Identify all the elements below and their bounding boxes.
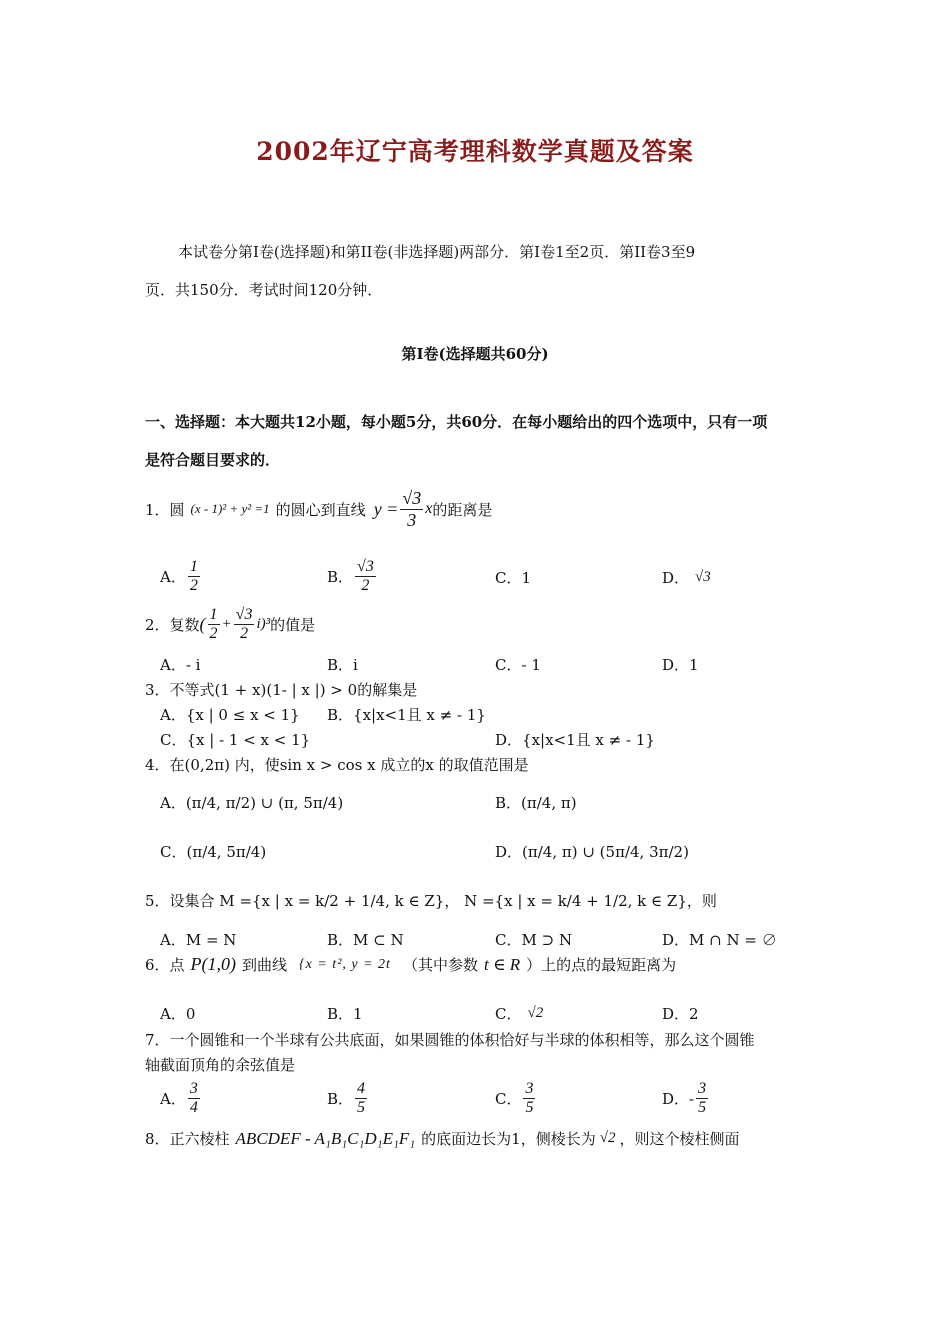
q1-frac-den: 3 — [407, 509, 417, 530]
q6-param: t ∈ R — [483, 954, 521, 974]
q1-option-a-label: A． — [160, 568, 186, 587]
q2-fraction-2 — [234, 606, 255, 644]
question-6 — [145, 954, 676, 975]
q2-f2-den: 2 — [240, 625, 249, 643]
q1-line-fraction — [400, 488, 423, 530]
q6-text-b: 到曲线 — [242, 956, 288, 974]
q6-option-a: A．0 — [160, 1005, 196, 1023]
q4-option-d: D．(π/4, π) ∪ (5π/4, 3π/2) — [495, 843, 689, 861]
q7-b-num: 4 — [355, 1080, 367, 1099]
q1-option-b — [327, 558, 378, 596]
q1-option-d-label: D． — [662, 569, 690, 587]
q3-option-a: A．{x | 0 ≤ x < 1} — [160, 706, 300, 724]
q1-text-mid: 的圆心到直线 — [275, 500, 366, 519]
q7-option-c — [495, 1080, 537, 1118]
q8-edge-length: √2 — [599, 1130, 616, 1146]
q6-point: P(1,0) — [190, 954, 237, 974]
intro-line-2: 页．共150分．考试时间120分钟． — [145, 281, 383, 299]
q1-a-den: 2 — [189, 577, 198, 595]
q1-circle-equation: (x - 1)² + y² =1 — [190, 501, 270, 517]
q2-option-a: A．- i — [160, 656, 201, 674]
q4-option-a: A．(π/4, π/2) ∪ (π, 5π/4) — [160, 794, 344, 812]
q2-number: 2．复数 — [145, 616, 200, 635]
q1-a-num: 1 — [188, 558, 200, 577]
q1-b-num: √3 — [355, 558, 376, 577]
q7-c-den: 5 — [525, 1099, 534, 1117]
q7-option-a-fraction — [188, 1080, 200, 1118]
question-7-line-2: 轴截面顶角的余弦值是 — [145, 1056, 296, 1074]
part-instructions-2: 是符合题目要求的． — [145, 451, 281, 469]
q7-option-d — [662, 1080, 710, 1118]
q3-option-c: C．{x | - 1 < x < 1} — [160, 731, 311, 749]
q1-option-b-label: B． — [327, 568, 354, 587]
q1-option-a-fraction — [188, 558, 200, 596]
q6-text-c: （其中参数 — [402, 956, 478, 974]
q7-d-den: 5 — [698, 1099, 707, 1117]
q8-text-a: 8．正六棱柱 — [145, 1130, 230, 1148]
question-2 — [145, 606, 315, 644]
q7-option-a-label: A． — [160, 1090, 186, 1109]
q6-text-a: 6．点 — [145, 956, 185, 974]
q7-option-c-label: C． — [495, 1090, 522, 1109]
q7-option-b-fraction — [355, 1080, 367, 1118]
q8-prism: ABCDEF - A₁B₁C₁D₁E₁F₁ — [235, 1128, 416, 1148]
part-instructions-1: 一、选择题：本大题共12小题，每小题5分，共60分．在每小题给出的四个选项中，只有一项 — [145, 413, 768, 431]
q2-f1-num: 1 — [208, 606, 220, 625]
q2-plus: + — [221, 616, 232, 633]
q1-option-b-fraction — [355, 558, 376, 596]
q2-fraction-1 — [208, 606, 220, 644]
q6-option-d: D．2 — [662, 1005, 699, 1023]
q7-d-num: 3 — [696, 1080, 708, 1099]
q1-frac-num: √3 — [402, 488, 422, 508]
question-1 — [145, 488, 492, 530]
q7-c-num: 3 — [523, 1080, 535, 1099]
q5-option-a: A．M = N — [160, 931, 237, 949]
q4-option-b: B．(π/4, π) — [495, 794, 577, 812]
q7-option-d-fraction — [696, 1080, 708, 1118]
question-5: 5．设集合 M ={x | x = k/2 + 1/4, k ∈ Z}， N ={x | x = k/4 + 1/2, k ∈ Z}，则 — [145, 892, 717, 910]
q2-close-paren: i)³ — [256, 616, 271, 633]
q2-open-paren: ( — [199, 614, 206, 635]
q3-option-b: B．{x|x<1且 x ≠ - 1} — [327, 706, 486, 724]
q1-option-d — [662, 567, 711, 588]
q1-text-tail: 的距离是 — [432, 500, 493, 519]
q2-option-c: C．- 1 — [495, 656, 541, 674]
q7-a-num: 3 — [188, 1080, 200, 1099]
question-4: 4．在(0,2π) 内，使sin x > cos x 成立的x 的取值范围是 — [145, 756, 529, 774]
question-7-line-1: 7．一个圆锥和一个半球有公共底面，如果圆锥的体积恰好与半球的体积相等，那么这个圆锥 — [145, 1031, 755, 1049]
q5-option-d: D．M ∩ N = ∅ — [662, 931, 777, 949]
q2-f1-den: 2 — [209, 625, 218, 643]
q1-line-lhs: y = — [373, 498, 399, 519]
question-8 — [145, 1128, 739, 1149]
q2-f2-num: √3 — [234, 606, 255, 625]
q5-option-c: C．M ⊃ N — [495, 931, 573, 949]
q6-option-c — [495, 1003, 543, 1024]
q1-option-a — [160, 558, 202, 596]
q8-text-c: ，则这个棱柱侧面 — [619, 1130, 740, 1148]
q2-text-tail: 的值是 — [270, 616, 316, 635]
q1-line-var: x — [425, 500, 433, 518]
q6-curve: {x = t², y = 2t — [299, 956, 391, 972]
q6-option-c-label: C． — [495, 1005, 522, 1023]
q6-option-b: B．1 — [327, 1005, 363, 1023]
q7-a-den: 4 — [189, 1099, 198, 1117]
q1-option-c: C．1 — [495, 569, 532, 587]
q7-option-a — [160, 1080, 202, 1118]
section-title: 第Ⅰ卷(选择题共60分) — [401, 345, 549, 363]
q6-option-c-value: √2 — [527, 1005, 544, 1021]
intro-line-1: 本试卷分第Ⅰ卷(选择题)和第II卷(非选择题)两部分．第Ⅰ卷1至2页．第II卷3至9 — [178, 243, 696, 261]
q4-option-c: C．(π/4, 5π/4) — [160, 843, 267, 861]
q1-option-d-value: √3 — [695, 569, 711, 585]
question-3: 3．不等式(1 + x)(1- | x |) > 0的解集是 — [145, 681, 418, 699]
q2-option-b: B．i — [327, 656, 358, 674]
document-title: 2002年辽宁高考理科数学真题及答案 — [256, 137, 694, 166]
q7-option-b-label: B． — [327, 1090, 354, 1109]
q1-number: 1．圆 — [145, 500, 185, 519]
q2-option-d: D．1 — [662, 656, 699, 674]
q7-b-den: 5 — [357, 1099, 366, 1117]
q5-option-b: B．M ⊂ N — [327, 931, 404, 949]
q7-option-c-fraction — [523, 1080, 535, 1118]
q8-text-b: 的底面边长为1，侧棱长为 — [421, 1130, 596, 1148]
q1-b-den: 2 — [361, 577, 370, 595]
q7-option-b — [327, 1080, 369, 1118]
q6-text-d: ）上的点的最短距离为 — [526, 956, 677, 974]
q7-option-d-label: D．- — [662, 1090, 695, 1109]
q3-option-d: D．{x|x<1且 x ≠ - 1} — [495, 731, 655, 749]
